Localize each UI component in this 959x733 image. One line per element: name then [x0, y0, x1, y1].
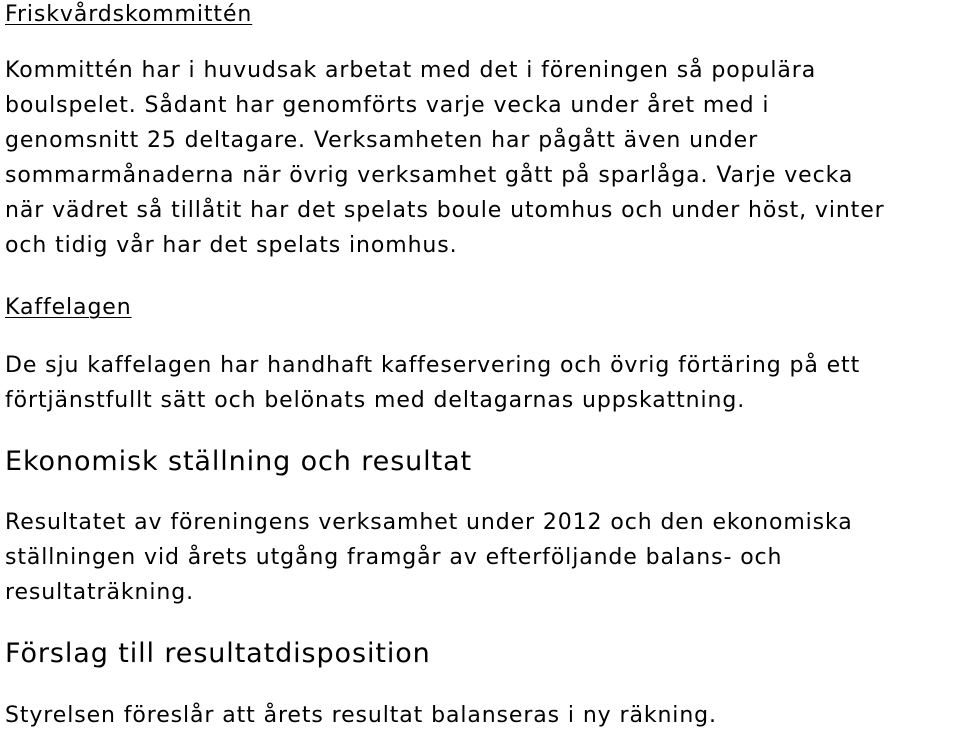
section-heading-ekonomi: Ekonomisk ställning och resultat: [5, 446, 472, 477]
section-title-friskvardskommitten: Friskvårdskommittén: [5, 2, 253, 27]
paragraph-line: sommarmånaderna när övrig verksamhet gått på sparlåga. Varje vecka: [5, 163, 854, 188]
section-title-kaffelagen: Kaffelagen: [5, 295, 132, 320]
paragraph-line: Resultatet av föreningens verksamhet under 2012 och den ekonomiska: [5, 510, 853, 535]
paragraph-line: och tidig vår har det spelats inomhus.: [5, 233, 458, 258]
paragraph-line: Styrelsen föreslår att årets resultat balanseras i ny räkning.: [5, 703, 717, 728]
paragraph-friskvard: [5, 53, 955, 263]
paragraph-forslag: [5, 698, 955, 733]
paragraph-line: förtjänstfullt sätt och belönats med deltagarnas uppskattning.: [5, 388, 746, 413]
paragraph-line: genomsnitt 25 deltagare. Verksamheten har pågått även under: [5, 128, 759, 153]
paragraph-kaffelagen: [5, 348, 955, 418]
paragraph-line: resultaträkning.: [5, 580, 194, 605]
paragraph-ekonomi: [5, 505, 955, 610]
section-heading-forslag: Förslag till resultatdisposition: [5, 638, 431, 669]
paragraph-line: ställningen vid årets utgång framgår av efterföljande balans- och: [5, 545, 783, 570]
paragraph-line: när vädret så tillåtit har det spelats boule utomhus och under höst, vinter: [5, 198, 885, 223]
paragraph-line: De sju kaffelagen har handhaft kaffeservering och övrig förtäring på ett: [5, 353, 861, 378]
paragraph-line: Kommittén har i huvudsak arbetat med det i föreningen så populära: [5, 58, 817, 83]
paragraph-line: boulspelet. Sådant har genomförts varje vecka under året med i: [5, 93, 770, 118]
